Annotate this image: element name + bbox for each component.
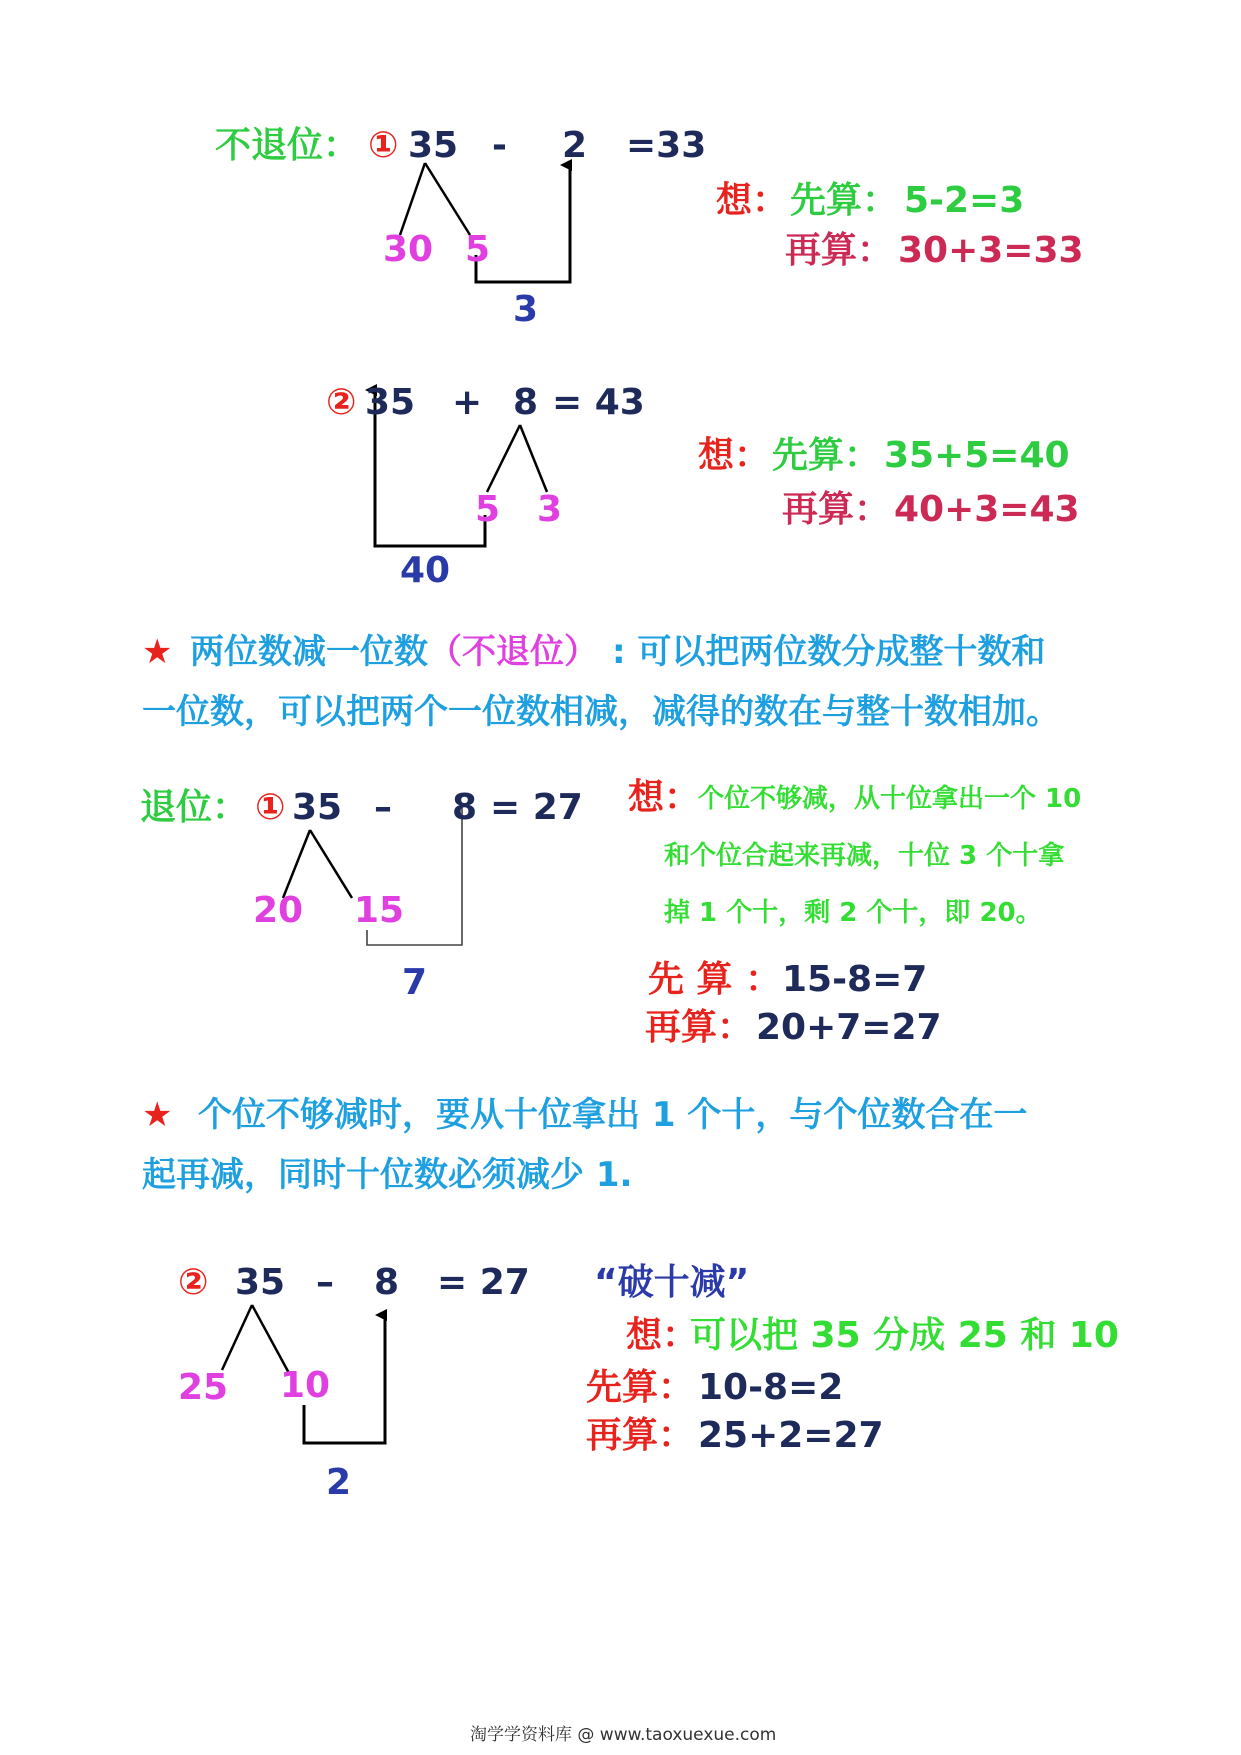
rule2-star-icon: ★ bbox=[142, 1095, 173, 1135]
rule1-part3: : 可以把两位数分成整十数和 bbox=[612, 632, 1046, 672]
s2-then-label: 再算： bbox=[782, 489, 891, 530]
s4-first-label: 先算： bbox=[586, 1367, 695, 1408]
s2-split-a: 5 bbox=[475, 489, 501, 530]
s1-split-ones: 5 bbox=[465, 229, 491, 270]
s2-result: = 43 bbox=[552, 382, 645, 423]
s2-circle-number: ② bbox=[326, 382, 357, 423]
s3-think-label: 想： bbox=[628, 777, 701, 818]
s2-think-label: 想： bbox=[698, 435, 771, 476]
s2-operator: + bbox=[452, 382, 483, 423]
s2-addend-b: 8 bbox=[513, 382, 539, 423]
s1-split-tens: 30 bbox=[383, 229, 434, 270]
s1-sub-result: 3 bbox=[513, 289, 539, 330]
s3-then-label: 再算： bbox=[645, 1007, 754, 1048]
s3-first-expr: 15-8=7 bbox=[782, 959, 928, 1000]
s4-circle-number: ② bbox=[178, 1262, 209, 1303]
s2-first-expr: 35+5=40 bbox=[884, 435, 1070, 476]
rule1-part2: （不退位） bbox=[428, 632, 598, 672]
s3-split-ones: 15 bbox=[354, 890, 405, 931]
s4-split-b: 10 bbox=[280, 1365, 331, 1406]
s1-first-expr: 5-2=3 bbox=[904, 180, 1025, 221]
s1-label: 不退位： bbox=[215, 125, 360, 166]
s4-method-quote: “破十减” bbox=[594, 1262, 750, 1303]
s4-think-text: 可以把 35 分成 25 和 10 bbox=[690, 1315, 1119, 1356]
s3-operator: – bbox=[374, 787, 392, 828]
s3-circle-number: ① bbox=[255, 787, 286, 828]
s3-think-line3: 掉 1 个十，剩 2 个十，即 20。 bbox=[664, 898, 1042, 928]
s1-first-label: 先算： bbox=[790, 180, 899, 221]
s1-subtrahend: 2 bbox=[562, 125, 588, 166]
s4-think-label: 想： bbox=[626, 1315, 699, 1356]
s3-then-expr: 20+7=27 bbox=[756, 1007, 942, 1048]
s4-then-label: 再算： bbox=[586, 1415, 695, 1456]
s4-minuend: 35 bbox=[235, 1262, 286, 1303]
s1-minuend: 35 bbox=[408, 125, 459, 166]
s1-think-label: 想： bbox=[716, 180, 789, 221]
s3-split-tens: 20 bbox=[253, 890, 304, 931]
s3-think-line2: 和个位合起来再减，十位 3 个十拿 bbox=[664, 841, 1065, 871]
s1-operator: - bbox=[492, 125, 507, 166]
s3-label: 退位： bbox=[140, 787, 249, 828]
s4-split-a: 25 bbox=[178, 1367, 229, 1408]
s3-result: = 27 bbox=[490, 787, 583, 828]
s3-split-lines bbox=[283, 830, 352, 898]
s4-result: = 27 bbox=[437, 1262, 530, 1303]
rule1-part1: 两位数减一位数 bbox=[190, 632, 428, 672]
s1-circle-number: ① bbox=[368, 125, 399, 166]
s1-then-label: 再算： bbox=[785, 230, 894, 271]
s1-split-lines bbox=[400, 163, 470, 235]
s2-split-b: 3 bbox=[537, 489, 563, 530]
s3-think-line1: 个位不够减，从十位拿出一个 10 bbox=[698, 784, 1082, 814]
s2-split-lines bbox=[487, 425, 547, 492]
rule2-line1: 个位不够减时，要从十位拿出 1 个十，与个位数合在一 bbox=[198, 1095, 1028, 1135]
s3-sub-result: 7 bbox=[402, 962, 428, 1003]
s1-result: =33 bbox=[626, 125, 707, 166]
s4-subtrahend: 8 bbox=[374, 1262, 400, 1303]
s3-subtrahend: 8 bbox=[452, 787, 478, 828]
rule1-line2: 一位数，可以把两个一位数相减，减得的数在与整十数相加。 bbox=[142, 692, 1060, 732]
s2-then-expr: 40+3=43 bbox=[894, 489, 1080, 530]
s3-first-label: 先 算 ： bbox=[648, 959, 782, 1000]
rule2-line2: 起再减，同时十位数必须减少 1. bbox=[142, 1155, 633, 1195]
s4-sub-result: 2 bbox=[326, 1462, 352, 1503]
s2-sub-result: 40 bbox=[400, 550, 451, 591]
footer-watermark: 淘学学资料库 @ www.taoxuexue.com bbox=[470, 1725, 777, 1745]
rule1-star-icon: ★ bbox=[142, 632, 173, 672]
s4-first-expr: 10-8=2 bbox=[698, 1367, 844, 1408]
s1-then-expr: 30+3=33 bbox=[898, 230, 1084, 271]
s4-operator: – bbox=[316, 1262, 334, 1303]
s2-first-label: 先算： bbox=[772, 435, 881, 476]
s4-then-expr: 25+2=27 bbox=[698, 1415, 884, 1456]
s3-minuend: 35 bbox=[292, 787, 343, 828]
s1-bracket bbox=[476, 165, 570, 282]
s2-addend-a: 35 bbox=[365, 382, 416, 423]
